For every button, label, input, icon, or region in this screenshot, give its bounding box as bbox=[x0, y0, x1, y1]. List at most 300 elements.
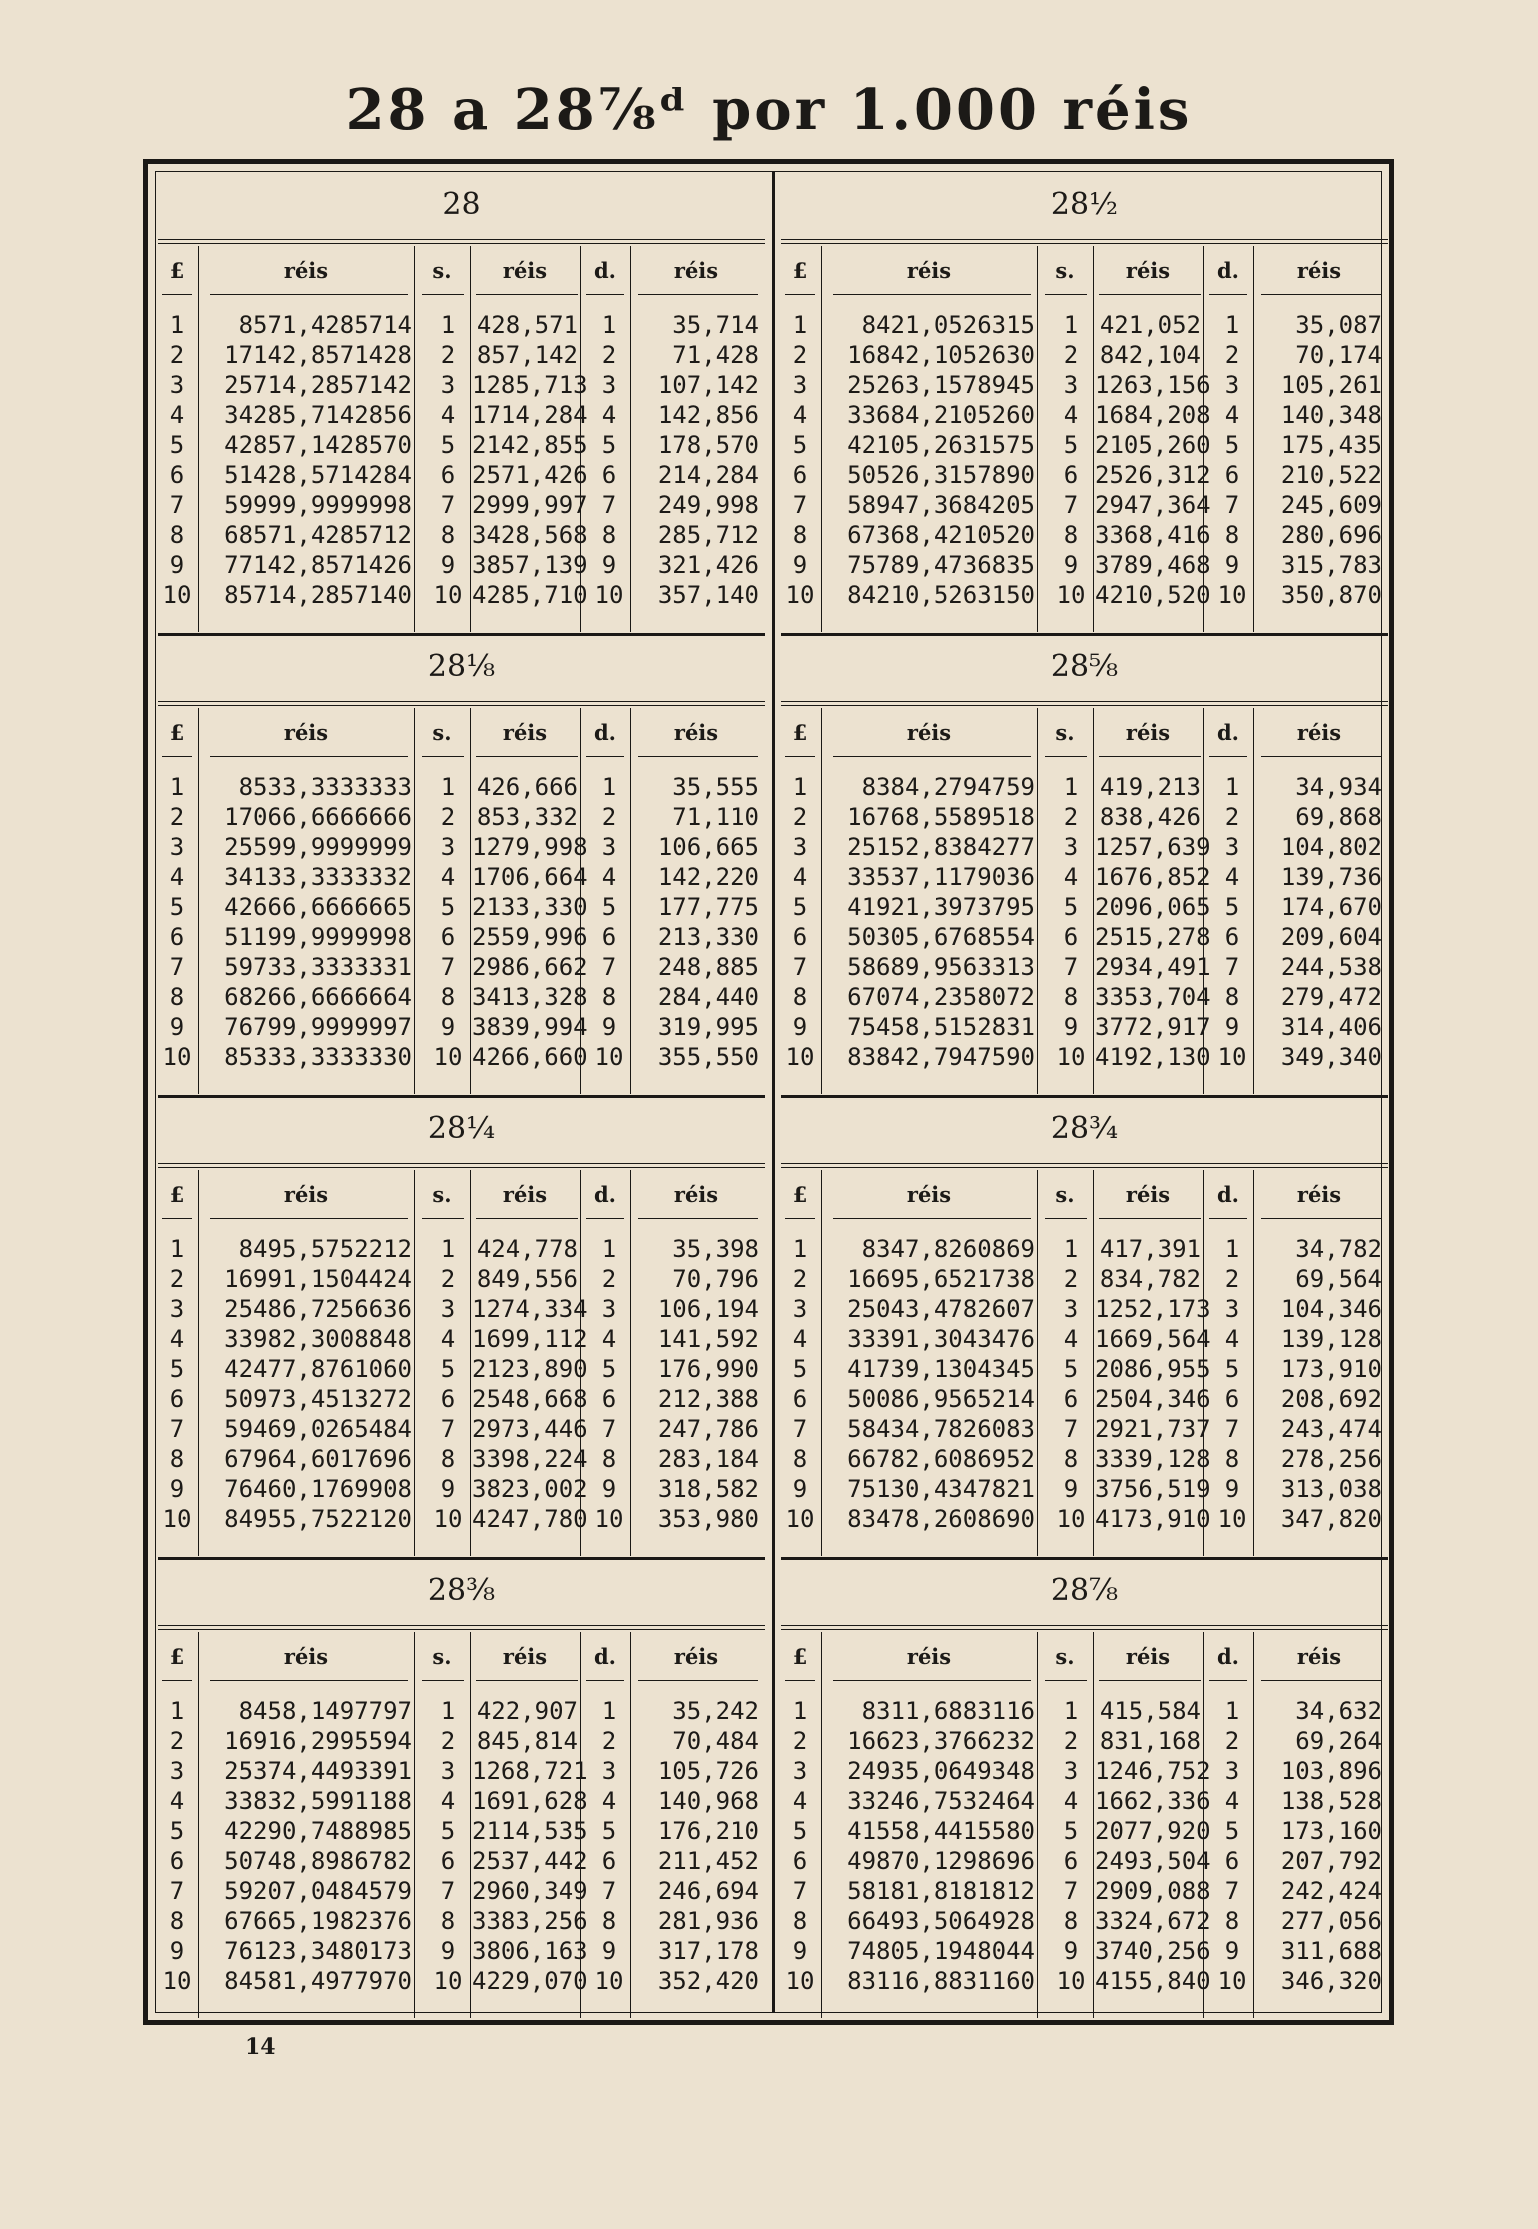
reis-for-pence: 208,692 bbox=[1280, 1385, 1382, 1413]
pound-amount: 4 bbox=[792, 401, 808, 429]
penny-amount: 9 bbox=[601, 551, 617, 579]
reis-for-pence: 70,484 bbox=[672, 1727, 759, 1755]
penny-amount: 9 bbox=[601, 1013, 617, 1041]
penny-amount: 10 bbox=[1217, 1967, 1247, 1995]
shilling-amount: 9 bbox=[1063, 551, 1079, 579]
reis-for-pence: 207,792 bbox=[1280, 1847, 1382, 1875]
table-row bbox=[158, 520, 765, 550]
pound-amount: 2 bbox=[792, 803, 808, 831]
column-header-row bbox=[158, 708, 765, 758]
rate-heading: 28⅜ bbox=[427, 1573, 496, 1608]
reis-for-pence: 35,087 bbox=[1295, 311, 1382, 339]
table-row bbox=[158, 580, 765, 610]
reis-for-pence: 350,870 bbox=[1280, 581, 1382, 609]
penny-amount: 4 bbox=[1224, 1325, 1240, 1353]
shilling-amount: 10 bbox=[1056, 581, 1086, 609]
shilling-amount: 2 bbox=[1063, 1727, 1079, 1755]
shilling-amount: 10 bbox=[1056, 1043, 1086, 1071]
reis-for-pounds: 58689,9563313 bbox=[847, 953, 1035, 981]
pound-amount: 5 bbox=[792, 1355, 808, 1383]
pound-amount: 1 bbox=[792, 773, 808, 801]
reis-for-shillings: 2493,504 bbox=[1095, 1847, 1211, 1875]
reis-for-pence: 285,712 bbox=[657, 521, 759, 549]
reis-for-pence: 352,420 bbox=[657, 1967, 759, 1995]
table-row bbox=[781, 1786, 1388, 1816]
table-row bbox=[158, 1786, 765, 1816]
rate-rows bbox=[158, 1234, 765, 1534]
header-underline bbox=[638, 756, 758, 757]
table-row bbox=[158, 1504, 765, 1534]
penny-amount: 1 bbox=[1224, 1697, 1240, 1725]
reis-for-pounds: 8533,3333333 bbox=[238, 773, 412, 801]
penny-amount: 4 bbox=[1224, 863, 1240, 891]
reis-for-pence: 69,868 bbox=[1295, 803, 1382, 831]
header-underline bbox=[1045, 294, 1087, 295]
table-row bbox=[158, 340, 765, 370]
table-frame bbox=[143, 159, 1394, 2025]
header-underline bbox=[833, 294, 1031, 295]
table-row bbox=[781, 520, 1388, 550]
table-row bbox=[158, 1906, 765, 1936]
pound-amount: 6 bbox=[792, 1385, 808, 1413]
reis-for-pounds: 75789,4736835 bbox=[847, 551, 1035, 579]
penny-amount: 5 bbox=[601, 1355, 617, 1383]
rate-block bbox=[781, 636, 1388, 1098]
shilling-amount: 7 bbox=[1063, 1877, 1079, 1905]
reis-for-pence: 244,538 bbox=[1280, 953, 1382, 981]
reis-for-pence: 142,220 bbox=[657, 863, 759, 891]
reis-for-shillings: 3789,468 bbox=[1095, 551, 1211, 579]
reis-for-pence: 249,998 bbox=[657, 491, 759, 519]
reis-for-shillings: 4247,780 bbox=[472, 1505, 588, 1533]
table-row bbox=[781, 802, 1388, 832]
penny-amount: 8 bbox=[1224, 983, 1240, 1011]
shilling-amount: 6 bbox=[440, 461, 456, 489]
column-header-pound: £ bbox=[169, 720, 185, 745]
reis-for-pounds: 8495,5752212 bbox=[238, 1235, 412, 1263]
table-row bbox=[158, 1444, 765, 1474]
column-header-reis: réis bbox=[502, 258, 548, 283]
reis-for-pounds: 68571,4285712 bbox=[224, 521, 412, 549]
penny-amount: 3 bbox=[601, 371, 617, 399]
reis-for-pounds: 84210,5263150 bbox=[847, 581, 1035, 609]
table-row bbox=[781, 1414, 1388, 1444]
shilling-amount: 7 bbox=[440, 1415, 456, 1443]
reis-for-pounds: 50526,3157890 bbox=[847, 461, 1035, 489]
table-row bbox=[781, 1726, 1388, 1756]
reis-for-shillings: 2909,088 bbox=[1095, 1877, 1211, 1905]
shilling-amount: 7 bbox=[1063, 1415, 1079, 1443]
reis-for-pence: 176,990 bbox=[657, 1355, 759, 1383]
penny-amount: 10 bbox=[1217, 1505, 1247, 1533]
reis-for-shillings: 849,556 bbox=[476, 1265, 578, 1293]
heading-rule bbox=[158, 701, 765, 706]
table-row bbox=[781, 460, 1388, 490]
reis-for-pence: 34,934 bbox=[1295, 773, 1382, 801]
reis-for-pence: 175,435 bbox=[1280, 431, 1382, 459]
reis-for-pence: 279,472 bbox=[1280, 983, 1382, 1011]
reis-for-pounds: 67368,4210520 bbox=[847, 521, 1035, 549]
reis-for-shillings: 3857,139 bbox=[472, 551, 588, 579]
shilling-amount: 1 bbox=[1063, 773, 1079, 801]
penny-amount: 8 bbox=[601, 1907, 617, 1935]
header-underline bbox=[1099, 294, 1201, 295]
reis-for-pence: 139,736 bbox=[1280, 863, 1382, 891]
reis-for-shillings: 2096,065 bbox=[1095, 893, 1211, 921]
table-row bbox=[781, 490, 1388, 520]
penny-amount: 3 bbox=[1224, 833, 1240, 861]
header-underline bbox=[1209, 1680, 1247, 1681]
reis-for-pounds: 34133,3333332 bbox=[224, 863, 412, 891]
reis-for-pounds: 50748,8986782 bbox=[224, 1847, 412, 1875]
pound-amount: 3 bbox=[169, 371, 185, 399]
reis-for-pence: 242,424 bbox=[1280, 1877, 1382, 1905]
penny-amount: 7 bbox=[601, 1415, 617, 1443]
pound-amount: 2 bbox=[169, 803, 185, 831]
shilling-amount: 8 bbox=[440, 1445, 456, 1473]
table-row bbox=[781, 310, 1388, 340]
penny-amount: 8 bbox=[1224, 1907, 1240, 1935]
rate-heading: 28⅛ bbox=[427, 649, 496, 684]
header-underline bbox=[1045, 756, 1087, 757]
rate-block bbox=[158, 174, 765, 636]
pound-amount: 1 bbox=[169, 311, 185, 339]
shilling-amount: 2 bbox=[1063, 341, 1079, 369]
table-row bbox=[158, 370, 765, 400]
header-underline bbox=[476, 756, 578, 757]
reis-for-shillings: 3413,328 bbox=[472, 983, 588, 1011]
pound-amount: 2 bbox=[169, 341, 185, 369]
shilling-amount: 7 bbox=[440, 491, 456, 519]
pound-amount: 9 bbox=[169, 1475, 185, 1503]
table-row bbox=[781, 1264, 1388, 1294]
reis-for-pence: 104,346 bbox=[1280, 1295, 1382, 1323]
heading-rule bbox=[781, 239, 1388, 244]
reis-for-pence: 314,406 bbox=[1280, 1013, 1382, 1041]
reis-for-shillings: 3740,256 bbox=[1095, 1937, 1211, 1965]
reis-for-shillings: 3823,002 bbox=[472, 1475, 588, 1503]
shilling-amount: 10 bbox=[433, 581, 463, 609]
header-underline bbox=[1261, 1218, 1381, 1219]
header-underline bbox=[1261, 294, 1381, 295]
reis-for-pounds: 8571,4285714 bbox=[238, 311, 412, 339]
pound-amount: 5 bbox=[792, 431, 808, 459]
table-row bbox=[781, 400, 1388, 430]
reis-for-pence: 278,256 bbox=[1280, 1445, 1382, 1473]
column-header-shilling: s. bbox=[432, 1182, 452, 1207]
reis-for-shillings: 2515,278 bbox=[1095, 923, 1211, 951]
column-header-row bbox=[781, 246, 1388, 296]
shilling-amount: 8 bbox=[440, 521, 456, 549]
shilling-amount: 3 bbox=[440, 833, 456, 861]
column-header-pound: £ bbox=[792, 720, 808, 745]
penny-amount: 6 bbox=[601, 1385, 617, 1413]
pound-amount: 8 bbox=[169, 1907, 185, 1935]
penny-amount: 1 bbox=[1224, 773, 1240, 801]
column-header-pound: £ bbox=[792, 1182, 808, 1207]
pound-amount: 5 bbox=[169, 1817, 185, 1845]
table-row bbox=[158, 1324, 765, 1354]
shilling-amount: 1 bbox=[440, 311, 456, 339]
reis-for-pounds: 34285,7142856 bbox=[224, 401, 412, 429]
penny-amount: 7 bbox=[601, 491, 617, 519]
reis-for-shillings: 831,168 bbox=[1099, 1727, 1201, 1755]
reis-for-pounds: 16695,6521738 bbox=[847, 1265, 1035, 1293]
pound-amount: 10 bbox=[162, 581, 192, 609]
pound-amount: 5 bbox=[169, 431, 185, 459]
reis-for-pounds: 8421,0526315 bbox=[861, 311, 1035, 339]
reis-for-pence: 245,609 bbox=[1280, 491, 1382, 519]
penny-amount: 6 bbox=[1224, 461, 1240, 489]
column-header-penny: d. bbox=[1217, 720, 1239, 745]
reis-for-pounds: 42666,6666665 bbox=[224, 893, 412, 921]
reis-for-shillings: 2960,349 bbox=[472, 1877, 588, 1905]
header-underline bbox=[162, 294, 192, 295]
shilling-amount: 9 bbox=[440, 1937, 456, 1965]
penny-amount: 3 bbox=[601, 1757, 617, 1785]
shilling-amount: 10 bbox=[433, 1967, 463, 1995]
pound-amount: 4 bbox=[792, 1787, 808, 1815]
column-header-shilling: s. bbox=[1055, 1644, 1075, 1669]
shilling-amount: 4 bbox=[440, 863, 456, 891]
column-header-reis: réis bbox=[1125, 258, 1171, 283]
penny-amount: 9 bbox=[1224, 551, 1240, 579]
pound-amount: 8 bbox=[169, 983, 185, 1011]
table-row bbox=[781, 952, 1388, 982]
reis-for-shillings: 1691,628 bbox=[472, 1787, 588, 1815]
table-row bbox=[781, 892, 1388, 922]
column-header-reis: réis bbox=[502, 1182, 548, 1207]
heading-rule bbox=[158, 1163, 765, 1168]
reis-for-shillings: 4285,710 bbox=[472, 581, 588, 609]
table-row bbox=[158, 1876, 765, 1906]
column-header-reis: réis bbox=[1296, 1182, 1342, 1207]
reis-for-pounds: 16842,1052630 bbox=[847, 341, 1035, 369]
pound-amount: 6 bbox=[169, 1385, 185, 1413]
penny-amount: 2 bbox=[1224, 1727, 1240, 1755]
shilling-amount: 8 bbox=[1063, 1445, 1079, 1473]
rate-rows bbox=[781, 1234, 1388, 1534]
column-header-row bbox=[158, 1170, 765, 1220]
header-underline bbox=[162, 756, 192, 757]
penny-amount: 2 bbox=[601, 1265, 617, 1293]
column-header-reis: réis bbox=[1125, 720, 1171, 745]
penny-amount: 9 bbox=[1224, 1013, 1240, 1041]
shilling-amount: 6 bbox=[440, 1847, 456, 1875]
rate-block bbox=[781, 1098, 1388, 1560]
shilling-amount: 9 bbox=[1063, 1013, 1079, 1041]
reis-for-shillings: 2934,491 bbox=[1095, 953, 1211, 981]
reis-for-pence: 212,388 bbox=[657, 1385, 759, 1413]
column-header-reis: réis bbox=[906, 720, 952, 745]
table-row bbox=[158, 1234, 765, 1264]
penny-amount: 3 bbox=[1224, 371, 1240, 399]
reis-for-pounds: 42105,2631575 bbox=[847, 431, 1035, 459]
reis-for-pounds: 50305,6768554 bbox=[847, 923, 1035, 951]
reis-for-pence: 140,348 bbox=[1280, 401, 1382, 429]
shilling-amount: 6 bbox=[1063, 1847, 1079, 1875]
pound-amount: 5 bbox=[169, 1355, 185, 1383]
column-header-penny: d. bbox=[1217, 1644, 1239, 1669]
penny-amount: 4 bbox=[601, 401, 617, 429]
rate-rows bbox=[158, 772, 765, 1072]
column-header-penny: d. bbox=[1217, 1182, 1239, 1207]
shilling-amount: 5 bbox=[1063, 431, 1079, 459]
table-row bbox=[158, 490, 765, 520]
table-row bbox=[158, 952, 765, 982]
shilling-amount: 7 bbox=[1063, 491, 1079, 519]
pound-amount: 10 bbox=[785, 1967, 815, 1995]
header-underline bbox=[422, 756, 464, 757]
reis-for-pounds: 58434,7826083 bbox=[847, 1415, 1035, 1443]
reis-for-shillings: 842,104 bbox=[1099, 341, 1201, 369]
penny-amount: 6 bbox=[1224, 1847, 1240, 1875]
reis-for-shillings: 415,584 bbox=[1099, 1697, 1201, 1725]
reis-for-shillings: 3756,519 bbox=[1095, 1475, 1211, 1503]
table-row bbox=[158, 310, 765, 340]
reis-for-pounds: 59999,9999998 bbox=[224, 491, 412, 519]
shilling-amount: 9 bbox=[440, 551, 456, 579]
shilling-amount: 5 bbox=[440, 431, 456, 459]
table-row bbox=[158, 982, 765, 1012]
penny-amount: 10 bbox=[594, 1043, 624, 1071]
penny-amount: 1 bbox=[1224, 1235, 1240, 1263]
reis-for-pence: 34,632 bbox=[1295, 1697, 1382, 1725]
table-row bbox=[158, 1846, 765, 1876]
reis-for-shillings: 2114,535 bbox=[472, 1817, 588, 1845]
pound-amount: 3 bbox=[792, 833, 808, 861]
column-header-reis: réis bbox=[906, 1644, 952, 1669]
pound-amount: 9 bbox=[169, 1937, 185, 1965]
reis-for-pounds: 33391,3043476 bbox=[847, 1325, 1035, 1353]
pound-amount: 4 bbox=[792, 863, 808, 891]
reis-for-pence: 357,140 bbox=[657, 581, 759, 609]
rate-block bbox=[781, 174, 1388, 636]
reis-for-shillings: 2973,446 bbox=[472, 1415, 588, 1443]
column-header-penny: d. bbox=[594, 258, 616, 283]
pound-amount: 6 bbox=[792, 1847, 808, 1875]
pound-amount: 6 bbox=[169, 461, 185, 489]
pound-amount: 2 bbox=[792, 341, 808, 369]
reis-for-pence: 280,696 bbox=[1280, 521, 1382, 549]
header-underline bbox=[785, 756, 815, 757]
reis-for-pounds: 8347,8260869 bbox=[861, 1235, 1035, 1263]
penny-amount: 4 bbox=[1224, 1787, 1240, 1815]
column-header-pound: £ bbox=[169, 1644, 185, 1669]
pound-amount: 4 bbox=[792, 1325, 808, 1353]
reis-for-pounds: 84955,7522120 bbox=[224, 1505, 412, 1533]
reis-for-pence: 355,550 bbox=[657, 1043, 759, 1071]
table-row bbox=[158, 1012, 765, 1042]
reis-for-pence: 106,194 bbox=[657, 1295, 759, 1323]
rate-block bbox=[158, 636, 765, 1098]
penny-amount: 3 bbox=[1224, 1295, 1240, 1323]
reis-for-pence: 246,694 bbox=[657, 1877, 759, 1905]
reis-for-pounds: 8458,1497797 bbox=[238, 1697, 412, 1725]
reis-for-pounds: 67964,6017696 bbox=[224, 1445, 412, 1473]
column-header-reis: réis bbox=[1296, 258, 1342, 283]
shilling-amount: 6 bbox=[440, 923, 456, 951]
reis-for-pence: 174,670 bbox=[1280, 893, 1382, 921]
pound-amount: 7 bbox=[169, 953, 185, 981]
pound-amount: 2 bbox=[792, 1727, 808, 1755]
column-header-reis: réis bbox=[1296, 1644, 1342, 1669]
reis-for-shillings: 2537,442 bbox=[472, 1847, 588, 1875]
header-underline bbox=[422, 1218, 464, 1219]
reis-for-pence: 35,714 bbox=[672, 311, 759, 339]
reis-for-pence: 139,128 bbox=[1280, 1325, 1382, 1353]
reis-for-pounds: 58181,8181812 bbox=[847, 1877, 1035, 1905]
penny-amount: 7 bbox=[1224, 1877, 1240, 1905]
shilling-amount: 4 bbox=[1063, 1325, 1079, 1353]
header-underline bbox=[1209, 294, 1247, 295]
reis-for-pounds: 83478,2608690 bbox=[847, 1505, 1035, 1533]
reis-for-pounds: 17142,8571428 bbox=[224, 341, 412, 369]
header-underline bbox=[422, 294, 464, 295]
page-title: 28 a 28⅞ᵈ por 1.000 réis bbox=[345, 77, 1193, 143]
pound-amount: 10 bbox=[162, 1505, 192, 1533]
pound-amount: 1 bbox=[169, 1235, 185, 1263]
rate-rows bbox=[781, 310, 1388, 610]
reis-for-pounds: 42857,1428570 bbox=[224, 431, 412, 459]
penny-amount: 5 bbox=[601, 1817, 617, 1845]
shilling-amount: 4 bbox=[440, 1787, 456, 1815]
reis-for-pounds: 25486,7256636 bbox=[224, 1295, 412, 1323]
column-header-penny: d. bbox=[1217, 258, 1239, 283]
reis-for-pence: 105,726 bbox=[657, 1757, 759, 1785]
reis-for-shillings: 4173,910 bbox=[1095, 1505, 1211, 1533]
shilling-amount: 1 bbox=[1063, 1697, 1079, 1725]
reis-for-shillings: 2999,997 bbox=[472, 491, 588, 519]
table-row bbox=[158, 550, 765, 580]
reis-for-pounds: 25599,9999999 bbox=[224, 833, 412, 861]
column-header-reis: réis bbox=[283, 1644, 329, 1669]
column-header-reis: réis bbox=[906, 258, 952, 283]
reis-for-shillings: 2133,330 bbox=[472, 893, 588, 921]
column-header-reis: réis bbox=[673, 1644, 719, 1669]
table-row bbox=[781, 922, 1388, 952]
reis-for-shillings: 4210,520 bbox=[1095, 581, 1211, 609]
header-underline bbox=[785, 1680, 815, 1681]
reis-for-pounds: 84581,4977970 bbox=[224, 1967, 412, 1995]
column-header-row bbox=[781, 1632, 1388, 1682]
pound-amount: 7 bbox=[169, 1415, 185, 1443]
rate-rows bbox=[158, 310, 765, 610]
shilling-amount: 4 bbox=[440, 1325, 456, 1353]
reis-for-pounds: 16768,5589518 bbox=[847, 803, 1035, 831]
penny-amount: 8 bbox=[1224, 1445, 1240, 1473]
reis-for-pounds: 25263,1578945 bbox=[847, 371, 1035, 399]
heading-rule bbox=[781, 1625, 1388, 1630]
column-header-reis: réis bbox=[502, 720, 548, 745]
reis-for-pence: 319,995 bbox=[657, 1013, 759, 1041]
shilling-amount: 1 bbox=[1063, 1235, 1079, 1263]
reis-for-pounds: 25374,4493391 bbox=[224, 1757, 412, 1785]
shilling-amount: 5 bbox=[1063, 893, 1079, 921]
shilling-amount: 1 bbox=[1063, 311, 1079, 339]
reis-for-pence: 283,184 bbox=[657, 1445, 759, 1473]
column-header-reis: réis bbox=[502, 1644, 548, 1669]
reis-for-pence: 35,242 bbox=[672, 1697, 759, 1725]
shilling-amount: 4 bbox=[1063, 863, 1079, 891]
penny-amount: 10 bbox=[594, 581, 624, 609]
shilling-amount: 9 bbox=[440, 1475, 456, 1503]
reis-for-shillings: 1257,639 bbox=[1095, 833, 1211, 861]
column-header-reis: réis bbox=[1125, 1644, 1171, 1669]
reis-for-pence: 210,522 bbox=[1280, 461, 1382, 489]
header-underline bbox=[1261, 756, 1381, 757]
column-header-shilling: s. bbox=[1055, 1182, 1075, 1207]
